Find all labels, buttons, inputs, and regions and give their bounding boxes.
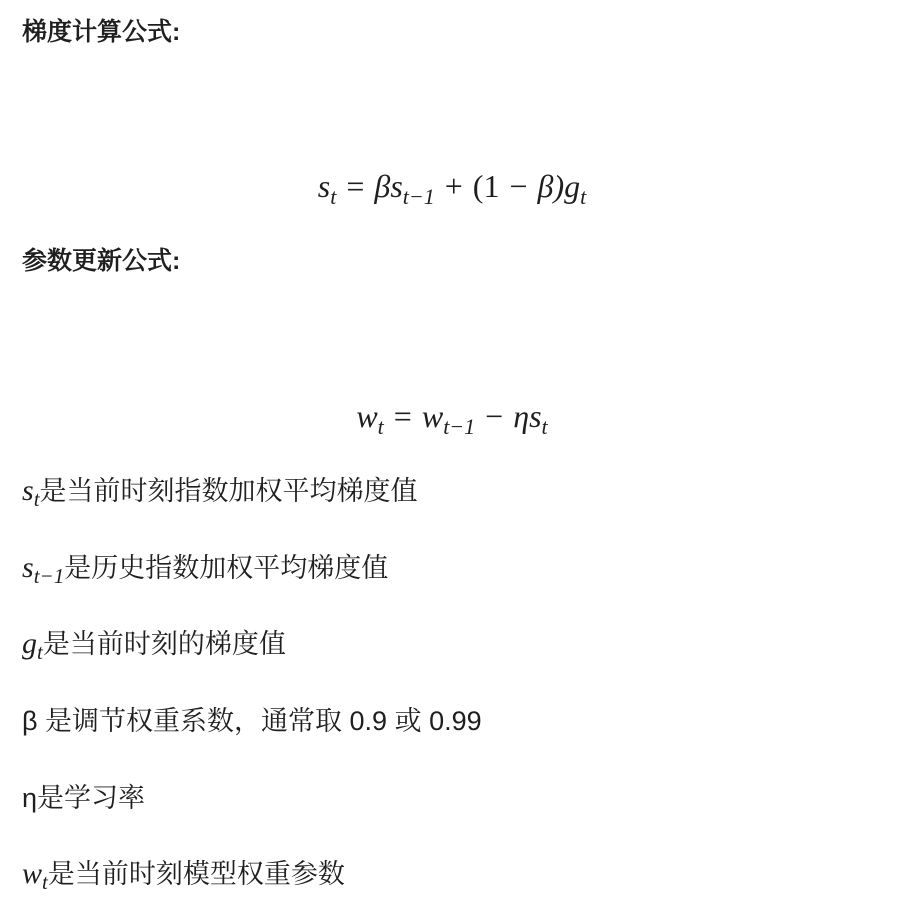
formula-symbol: g — [564, 168, 581, 204]
formula-operator: + — [444, 168, 463, 204]
definition-text: 是当前时刻模型权重参数 — [47, 859, 345, 889]
definition-text: η是学习率 — [22, 783, 146, 813]
update-formula — [0, 388, 904, 444]
definition-text: 是历史指数加权平均梯度值 — [64, 553, 389, 583]
formula-symbol: (1 — [472, 168, 500, 204]
definition-text: β 是调节权重系数，通常取 0.9 或 0.99 — [22, 706, 482, 736]
formula-symbol: s — [317, 168, 331, 204]
definition-subscript: t — [42, 870, 48, 894]
formula-subscript: t — [541, 414, 548, 439]
definition-text: 是当前时刻指数加权平均梯度值 — [39, 476, 418, 506]
formula-symbol: w — [356, 398, 378, 434]
formula-symbol: w — [421, 398, 444, 434]
definition-gt — [22, 626, 286, 662]
definition-subscript: t−1 — [33, 564, 65, 588]
formula-subscript: t — [377, 414, 384, 439]
formula-operator: = — [393, 398, 412, 434]
gradient-formula — [0, 158, 904, 214]
definition-symbol: g — [22, 627, 37, 660]
formula-subscript: t — [330, 184, 337, 209]
definition-wt — [22, 856, 345, 892]
definition-st — [22, 473, 418, 509]
formula-subscript: t−1 — [402, 184, 435, 209]
definition-text: 是当前时刻的梯度值 — [42, 629, 286, 659]
formula-operator: − — [485, 398, 504, 434]
formula-symbol: η — [513, 398, 530, 434]
definition-subscript: t — [37, 640, 43, 664]
gradient-formula-heading: 梯度计算公式: — [22, 18, 181, 46]
formula-symbol: s — [529, 398, 542, 434]
formula-subscript: t−1 — [443, 414, 476, 439]
definition-subscript: t — [33, 487, 40, 511]
definition-symbol: w — [22, 857, 43, 890]
formula-symbol: β — [374, 168, 391, 204]
definition-beta — [22, 703, 482, 739]
update-formula-heading: 参数更新公式: — [22, 247, 181, 275]
definition-st-prev — [22, 550, 388, 586]
formula-symbol: s — [390, 168, 403, 204]
formula-operator: = — [346, 168, 365, 204]
formula-operator: − — [509, 168, 528, 204]
formula-symbol: β) — [537, 168, 565, 204]
definition-symbol: s — [22, 474, 34, 507]
definition-eta — [22, 780, 145, 816]
definition-symbol: s — [22, 551, 34, 584]
formula-subscript: t — [580, 184, 587, 209]
